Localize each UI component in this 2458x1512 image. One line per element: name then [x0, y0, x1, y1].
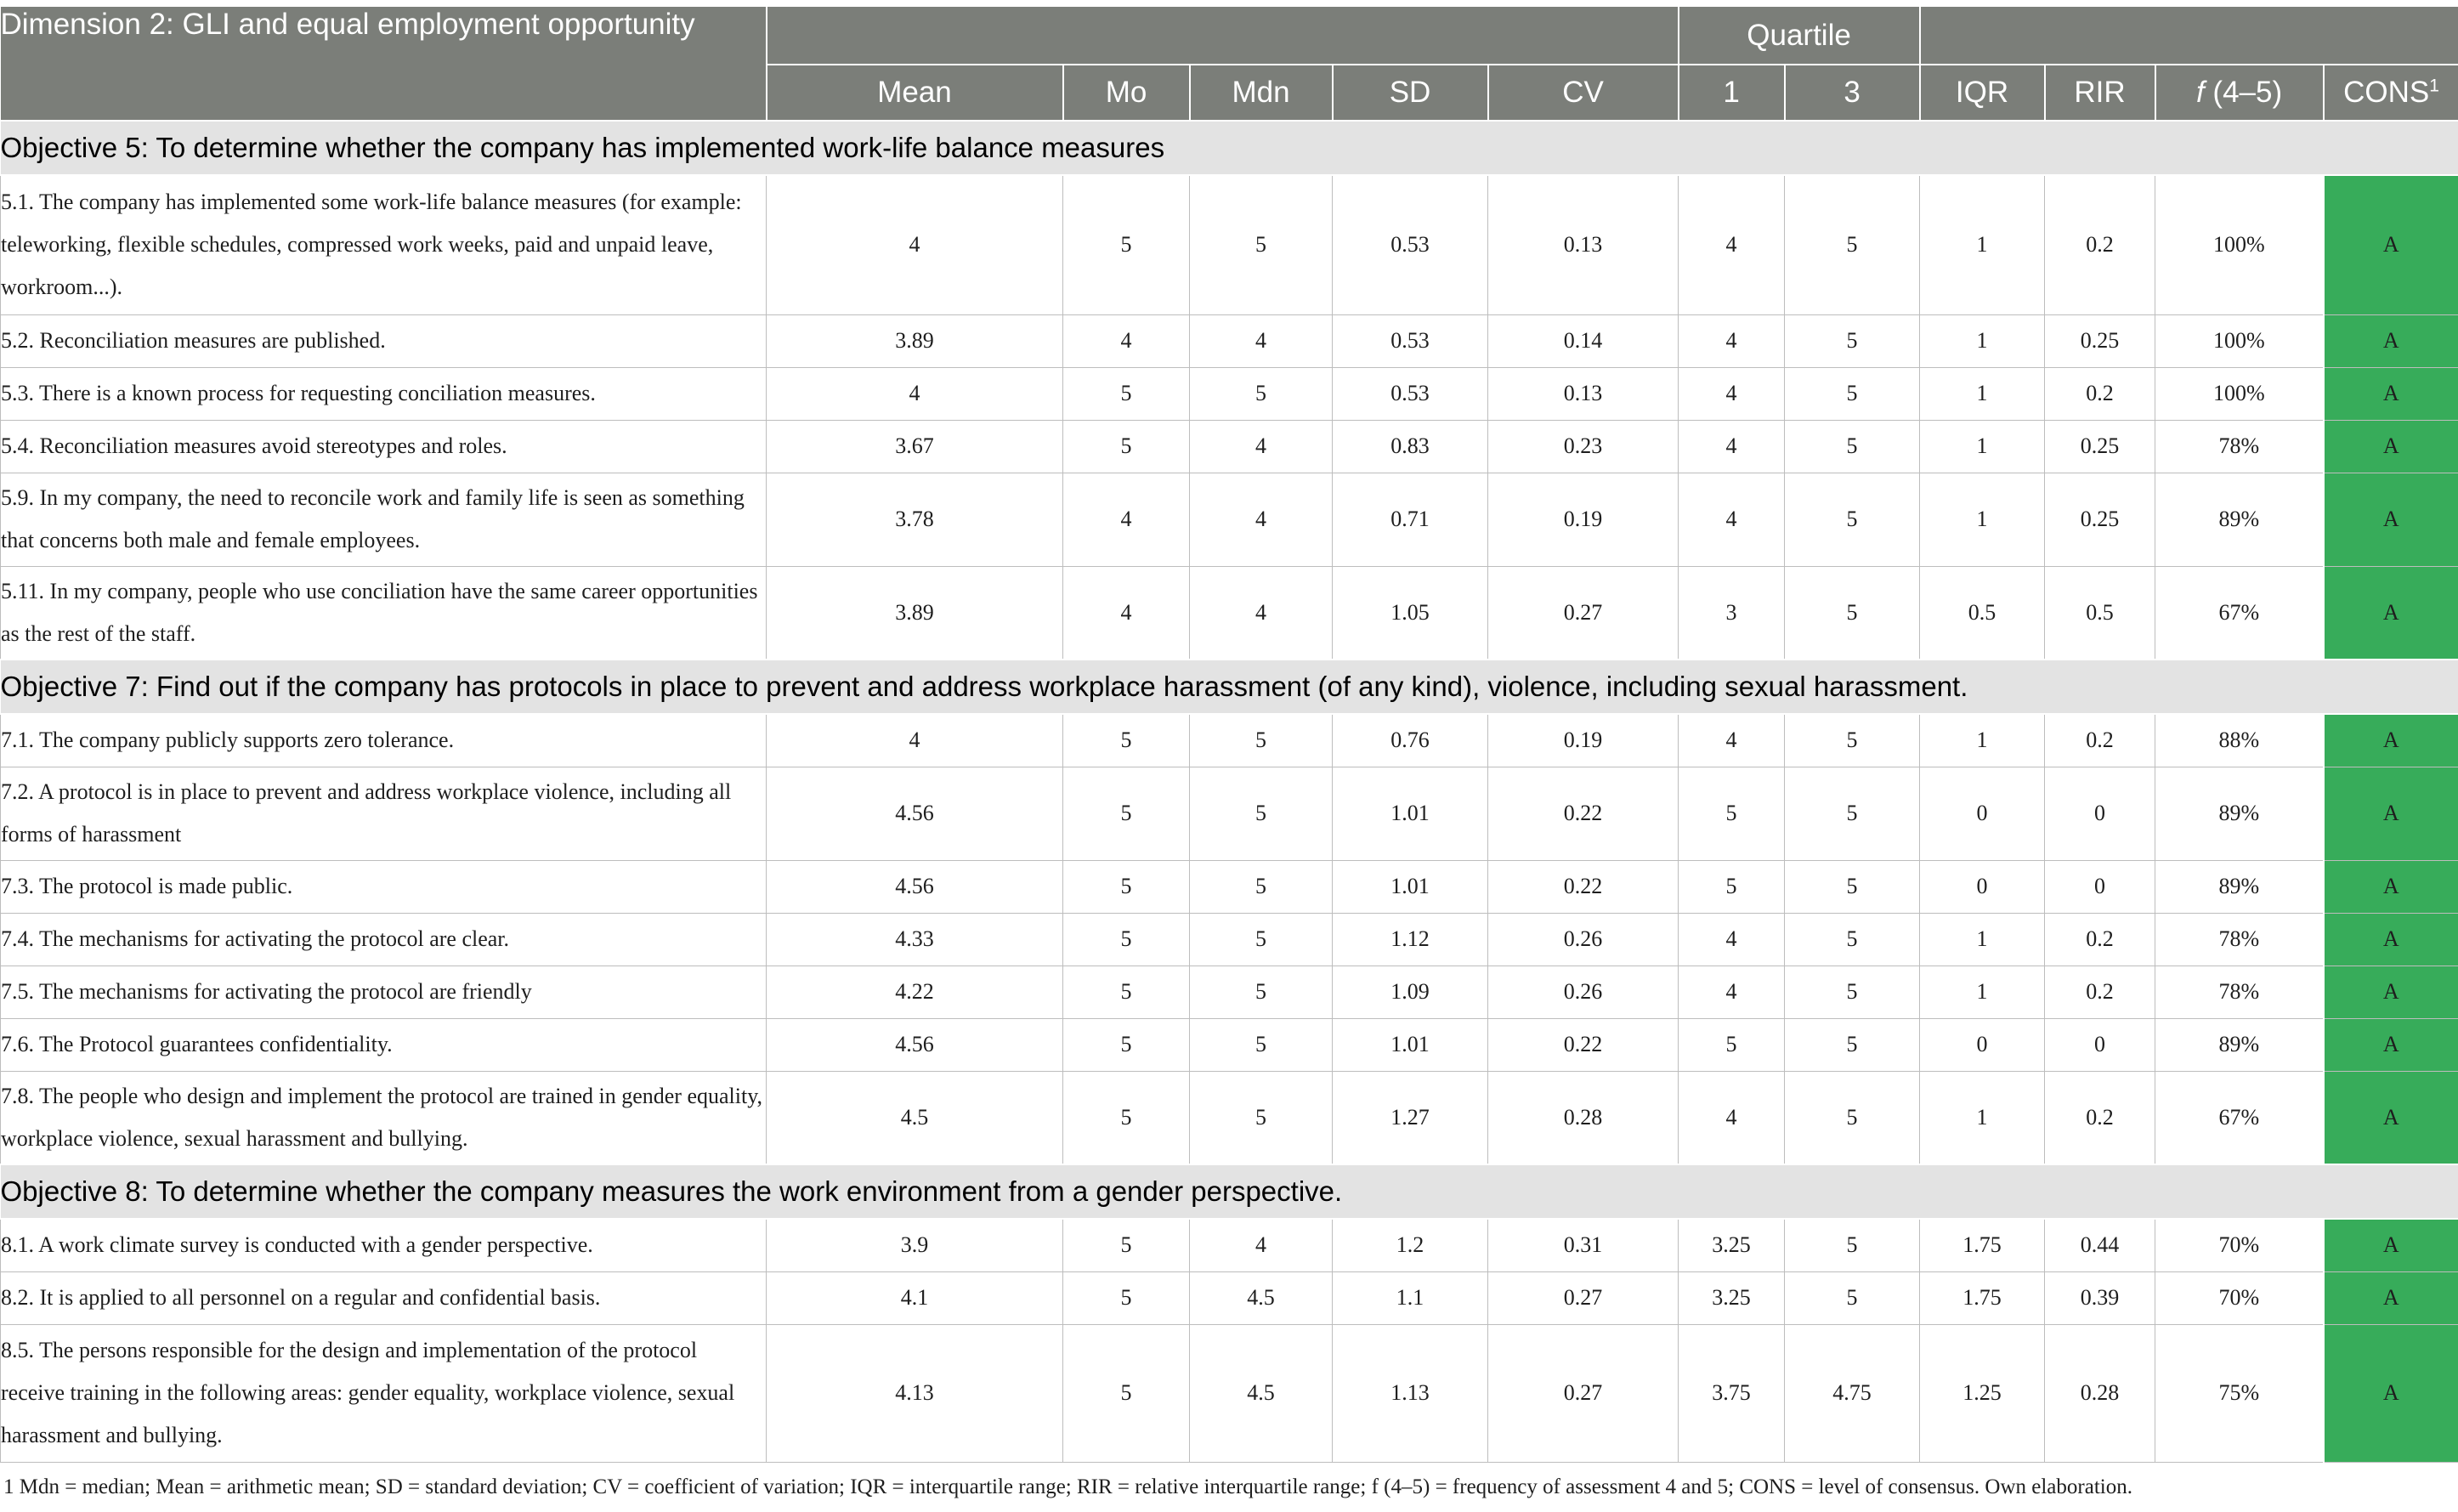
- cell-cons: A: [2324, 367, 2458, 420]
- cell-cons: A: [2324, 175, 2458, 314]
- table-row: [1, 1219, 2458, 1271]
- cell-cv: 0.22: [1488, 1018, 1679, 1071]
- col-header-sd: SD: [1333, 65, 1488, 121]
- cell-mean: 4.22: [767, 966, 1063, 1018]
- cell-cons: A: [2324, 860, 2458, 913]
- cell-freq: 89%: [2155, 1018, 2324, 1071]
- cell-q3: 5: [1785, 913, 1920, 966]
- cell-freq: 70%: [2155, 1271, 2324, 1324]
- col-header-q1: 1: [1679, 65, 1785, 121]
- item-text: 5.9. In my company, the need to reconcile work and family life is seen as something that concerns both male and female employees.: [1, 473, 767, 566]
- cell-q1: 4: [1679, 314, 1785, 367]
- item-text: 8.1. A work climate survey is conducted with a gender perspective.: [1, 1219, 767, 1271]
- cell-freq: 78%: [2155, 966, 2324, 1018]
- cell-mean: 4.1: [767, 1271, 1063, 1324]
- cell-q1: 5: [1679, 860, 1785, 913]
- item-text: 7.1. The company publicly supports zero tolerance.: [1, 714, 767, 767]
- item-text: 5.4. Reconciliation measures avoid stereotypes and roles.: [1, 420, 767, 473]
- cell-rir: 0.25: [2045, 420, 2155, 473]
- cell-mdn: 4: [1190, 1219, 1333, 1271]
- cell-rir: 0.25: [2045, 473, 2155, 566]
- cell-rir: 0.25: [2045, 314, 2155, 367]
- cell-iqr: 1: [1920, 420, 2045, 473]
- item-text: 7.5. The mechanisms for activating the protocol are friendly: [1, 966, 767, 1018]
- cell-rir: 0.2: [2045, 175, 2155, 314]
- cell-cv: 0.26: [1488, 966, 1679, 1018]
- cell-sd: 1.05: [1333, 566, 1488, 660]
- cell-mo: 4: [1063, 566, 1190, 660]
- cell-sd: 0.53: [1333, 175, 1488, 314]
- cell-sd: 1.1: [1333, 1271, 1488, 1324]
- cell-q3: 5: [1785, 473, 1920, 566]
- cell-mean: 3.89: [767, 314, 1063, 367]
- cell-q1: 4: [1679, 714, 1785, 767]
- cell-cons: A: [2324, 566, 2458, 660]
- cell-mo: 5: [1063, 1018, 1190, 1071]
- cell-cv: 0.28: [1488, 1071, 1679, 1164]
- cell-cv: 0.13: [1488, 175, 1679, 314]
- cell-cons: A: [2324, 1071, 2458, 1164]
- cell-q1: 4: [1679, 473, 1785, 566]
- table-row: [1, 1271, 2458, 1324]
- col-header-mo: Mo: [1063, 65, 1190, 121]
- cell-mdn: 4: [1190, 473, 1333, 566]
- cell-mo: 5: [1063, 860, 1190, 913]
- item-text: 7.6. The Protocol guarantees confidentiality.: [1, 1018, 767, 1071]
- table-row: [1, 860, 2458, 913]
- cell-q1: 4: [1679, 367, 1785, 420]
- cell-rir: 0: [2045, 1018, 2155, 1071]
- cell-cons: A: [2324, 1219, 2458, 1271]
- cell-iqr: 0.5: [1920, 566, 2045, 660]
- cell-freq: 88%: [2155, 714, 2324, 767]
- cell-rir: 0.2: [2045, 1071, 2155, 1164]
- cell-mean: 4: [767, 714, 1063, 767]
- cell-mean: 4: [767, 175, 1063, 314]
- table-row: [1, 314, 2458, 367]
- cell-q1: 4: [1679, 966, 1785, 1018]
- cell-q3: 5: [1785, 1071, 1920, 1164]
- col-header-cv: CV: [1488, 65, 1679, 121]
- cell-freq: 75%: [2155, 1324, 2324, 1462]
- cell-mean: 4.56: [767, 767, 1063, 860]
- col-header-q3: 3: [1785, 65, 1920, 121]
- cell-q3: 5: [1785, 314, 1920, 367]
- results-table: [0, 7, 2458, 1463]
- cell-q3: 5: [1785, 566, 1920, 660]
- cell-sd: 0.76: [1333, 714, 1488, 767]
- cell-freq: 89%: [2155, 767, 2324, 860]
- cell-q3: 5: [1785, 1219, 1920, 1271]
- cell-mean: 4.56: [767, 1018, 1063, 1071]
- item-text: 5.2. Reconciliation measures are published.: [1, 314, 767, 367]
- cell-cons: A: [2324, 473, 2458, 566]
- cell-iqr: 0: [1920, 1018, 2045, 1071]
- cell-rir: 0.39: [2045, 1271, 2155, 1324]
- cell-q3: 5: [1785, 1018, 1920, 1071]
- cell-iqr: 0: [1920, 767, 2045, 860]
- cell-iqr: 0: [1920, 860, 2045, 913]
- cell-mo: 5: [1063, 1071, 1190, 1164]
- cell-sd: 1.2: [1333, 1219, 1488, 1271]
- cell-mean: 3.78: [767, 473, 1063, 566]
- cell-q3: 4.75: [1785, 1324, 1920, 1462]
- header-spacer-left: [767, 7, 1679, 65]
- cell-mdn: 5: [1190, 367, 1333, 420]
- cell-iqr: 1: [1920, 966, 2045, 1018]
- cell-mdn: 5: [1190, 714, 1333, 767]
- cell-freq: 100%: [2155, 175, 2324, 314]
- cell-freq: 70%: [2155, 1219, 2324, 1271]
- cell-mdn: 4.5: [1190, 1271, 1333, 1324]
- item-text: 5.3. There is a known process for requesting conciliation measures.: [1, 367, 767, 420]
- cell-q1: 3: [1679, 566, 1785, 660]
- item-text: 7.8. The people who design and implement the protocol are trained in gender equality, workplace violence, sexual harassment and bullying.: [1, 1071, 767, 1164]
- cell-sd: 0.71: [1333, 473, 1488, 566]
- cell-q1: 3.25: [1679, 1219, 1785, 1271]
- item-text: 7.4. The mechanisms for activating the protocol are clear.: [1, 913, 767, 966]
- cons-label: CONS: [2343, 76, 2430, 109]
- cell-q3: 5: [1785, 175, 1920, 314]
- objective-title: Objective 8: To determine whether the company measures the work environment from a gender perspective.: [1, 1164, 2458, 1219]
- cell-mo: 5: [1063, 913, 1190, 966]
- table-row: [1, 1324, 2458, 1462]
- cell-q1: 5: [1679, 1018, 1785, 1071]
- cell-cv: 0.19: [1488, 714, 1679, 767]
- cell-iqr: 1: [1920, 314, 2045, 367]
- cell-sd: 0.83: [1333, 420, 1488, 473]
- cell-cv: 0.27: [1488, 1324, 1679, 1462]
- cell-sd: 1.12: [1333, 913, 1488, 966]
- table-body: [1, 121, 2458, 1462]
- cell-rir: 0.2: [2045, 714, 2155, 767]
- objective-header-row: [1, 660, 2458, 714]
- freq-range-label: (4–5): [2204, 76, 2283, 109]
- objective-title: Objective 7: Find out if the company has protocols in place to prevent and address workplace harassment (of any kind), violence, including sexual harassment.: [1, 660, 2458, 714]
- cell-q3: 5: [1785, 767, 1920, 860]
- cell-cv: 0.27: [1488, 566, 1679, 660]
- cell-sd: 1.01: [1333, 860, 1488, 913]
- col-header-mean: Mean: [767, 65, 1063, 121]
- cell-cv: 0.23: [1488, 420, 1679, 473]
- cell-cv: 0.13: [1488, 367, 1679, 420]
- cell-sd: 1.09: [1333, 966, 1488, 1018]
- cell-cons: A: [2324, 714, 2458, 767]
- cell-mean: 4: [767, 367, 1063, 420]
- cell-cons: A: [2324, 1018, 2458, 1071]
- cell-iqr: 1.75: [1920, 1219, 2045, 1271]
- cell-mean: 4.33: [767, 913, 1063, 966]
- cell-cons: A: [2324, 420, 2458, 473]
- cell-mdn: 4: [1190, 566, 1333, 660]
- cell-freq: 67%: [2155, 1071, 2324, 1164]
- cell-mdn: 4.5: [1190, 1324, 1333, 1462]
- cell-mo: 4: [1063, 314, 1190, 367]
- col-header-mdn: Mdn: [1190, 65, 1333, 121]
- cell-q1: 4: [1679, 1071, 1785, 1164]
- cell-mean: 4.5: [767, 1071, 1063, 1164]
- table-row: [1, 1018, 2458, 1071]
- cell-mo: 5: [1063, 767, 1190, 860]
- cell-cons: A: [2324, 913, 2458, 966]
- cell-mo: 4: [1063, 473, 1190, 566]
- cell-rir: 0.28: [2045, 1324, 2155, 1462]
- table-row: [1, 566, 2458, 660]
- header-spacer-right: [1920, 7, 2458, 65]
- cell-sd: 0.53: [1333, 367, 1488, 420]
- cell-iqr: 1.25: [1920, 1324, 2045, 1462]
- cell-freq: 89%: [2155, 473, 2324, 566]
- cell-mo: 5: [1063, 367, 1190, 420]
- cell-freq: 78%: [2155, 913, 2324, 966]
- cell-cv: 0.19: [1488, 473, 1679, 566]
- cell-freq: 89%: [2155, 860, 2324, 913]
- cell-q3: 5: [1785, 1271, 1920, 1324]
- cell-freq: 67%: [2155, 566, 2324, 660]
- table-row: [1, 913, 2458, 966]
- cell-q1: 5: [1679, 767, 1785, 860]
- cell-cons: A: [2324, 966, 2458, 1018]
- cell-rir: 0.5: [2045, 566, 2155, 660]
- cell-sd: 1.01: [1333, 767, 1488, 860]
- cell-mo: 5: [1063, 420, 1190, 473]
- table-row: [1, 767, 2458, 860]
- cell-iqr: 1: [1920, 473, 2045, 566]
- table-row: [1, 966, 2458, 1018]
- cell-sd: 0.53: [1333, 314, 1488, 367]
- cell-freq: 100%: [2155, 367, 2324, 420]
- cell-mdn: 5: [1190, 966, 1333, 1018]
- cell-iqr: 1: [1920, 714, 2045, 767]
- cell-sd: 1.13: [1333, 1324, 1488, 1462]
- cell-q3: 5: [1785, 420, 1920, 473]
- cell-rir: 0.2: [2045, 966, 2155, 1018]
- cell-sd: 1.01: [1333, 1018, 1488, 1071]
- cell-iqr: 1: [1920, 913, 2045, 966]
- cell-cv: 0.14: [1488, 314, 1679, 367]
- table-footnote: 1 Mdn = median; Mean = arithmetic mean; SD = standard deviation; CV = coefficient of variation; IQR = interquartile range; RIR = relative interquartile range; f (4–5) = frequency of assessment 4 and 5; CONS = level of consensus. Own elaboration.: [3, 1475, 2132, 1498]
- dimension-title: Dimension 2: GLI and equal employment opportunity: [1, 7, 767, 121]
- table-row: [1, 714, 2458, 767]
- cell-cons: A: [2324, 767, 2458, 860]
- cell-mdn: 5: [1190, 860, 1333, 913]
- cell-cv: 0.27: [1488, 1271, 1679, 1324]
- table-row: [1, 473, 2458, 566]
- cell-mo: 5: [1063, 714, 1190, 767]
- cell-mo: 5: [1063, 1324, 1190, 1462]
- cell-mdn: 5: [1190, 767, 1333, 860]
- cell-mean: 3.9: [767, 1219, 1063, 1271]
- item-text: 8.5. The persons responsible for the design and implementation of the protocol receive training in the following areas: gender equality, workplace violence, sexual harassment and bullying.: [1, 1324, 767, 1462]
- cell-q1: 4: [1679, 913, 1785, 966]
- cell-mo: 5: [1063, 966, 1190, 1018]
- cell-mdn: 5: [1190, 913, 1333, 966]
- item-text: 8.2. It is applied to all personnel on a regular and confidential basis.: [1, 1271, 767, 1324]
- objective-title: Objective 5: To determine whether the company has implemented work-life balance measures: [1, 121, 2458, 175]
- cell-mean: 3.67: [767, 420, 1063, 473]
- cell-mdn: 5: [1190, 175, 1333, 314]
- cell-q3: 5: [1785, 367, 1920, 420]
- col-header-cons: [2324, 65, 2458, 121]
- item-text: 7.3. The protocol is made public.: [1, 860, 767, 913]
- cell-mdn: 5: [1190, 1071, 1333, 1164]
- item-text: 5.11. In my company, people who use conciliation have the same career opportunities as the rest of the staff.: [1, 566, 767, 660]
- freq-f-label: f: [2195, 76, 2205, 109]
- table-row: [1, 367, 2458, 420]
- cell-q3: 5: [1785, 966, 1920, 1018]
- item-text: 7.2. A protocol is in place to prevent and address workplace violence, including all forms of harassment: [1, 767, 767, 860]
- cell-rir: 0: [2045, 767, 2155, 860]
- cell-q1: 4: [1679, 420, 1785, 473]
- cell-q1: 3.75: [1679, 1324, 1785, 1462]
- cell-q1: 4: [1679, 175, 1785, 314]
- cell-cv: 0.31: [1488, 1219, 1679, 1271]
- cell-mdn: 4: [1190, 420, 1333, 473]
- table-row: [1, 175, 2458, 314]
- table-row: [1, 1071, 2458, 1164]
- cell-rir: 0.44: [2045, 1219, 2155, 1271]
- cell-mo: 5: [1063, 175, 1190, 314]
- cell-iqr: 1: [1920, 367, 2045, 420]
- item-text: 5.1. The company has implemented some work-life balance measures (for example: teleworking, flexible schedules, compressed work weeks, paid and unpaid leave, workroom...).: [1, 175, 767, 314]
- cell-cv: 0.26: [1488, 913, 1679, 966]
- col-header-rir: RIR: [2045, 65, 2155, 121]
- objective-header-row: [1, 121, 2458, 175]
- col-header-iqr: IQR: [1920, 65, 2045, 121]
- cell-q3: 5: [1785, 714, 1920, 767]
- cell-cv: 0.22: [1488, 767, 1679, 860]
- cell-cons: A: [2324, 314, 2458, 367]
- objective-header-row: [1, 1164, 2458, 1219]
- col-header-freq: [2155, 65, 2324, 121]
- cell-cons: A: [2324, 1271, 2458, 1324]
- cell-freq: 100%: [2155, 314, 2324, 367]
- cell-mean: 4.56: [767, 860, 1063, 913]
- cell-rir: 0: [2045, 860, 2155, 913]
- table-row: [1, 420, 2458, 473]
- cell-mean: 3.89: [767, 566, 1063, 660]
- cell-mean: 4.13: [767, 1324, 1063, 1462]
- cell-rir: 0.2: [2045, 367, 2155, 420]
- cell-iqr: 1.75: [1920, 1271, 2045, 1324]
- cell-q3: 5: [1785, 860, 1920, 913]
- cell-rir: 0.2: [2045, 913, 2155, 966]
- cell-mo: 5: [1063, 1219, 1190, 1271]
- cell-sd: 1.27: [1333, 1071, 1488, 1164]
- cell-iqr: 1: [1920, 1071, 2045, 1164]
- cons-footnote-mark: 1: [2429, 76, 2439, 96]
- cell-mo: 5: [1063, 1271, 1190, 1324]
- cell-freq: 78%: [2155, 420, 2324, 473]
- cell-q1: 3.25: [1679, 1271, 1785, 1324]
- cell-cv: 0.22: [1488, 860, 1679, 913]
- header-row-top: [1, 7, 2458, 65]
- quartile-group-header: Quartile: [1679, 7, 1920, 65]
- cell-iqr: 1: [1920, 175, 2045, 314]
- cell-mdn: 4: [1190, 314, 1333, 367]
- cell-cons: A: [2324, 1324, 2458, 1462]
- cell-mdn: 5: [1190, 1018, 1333, 1071]
